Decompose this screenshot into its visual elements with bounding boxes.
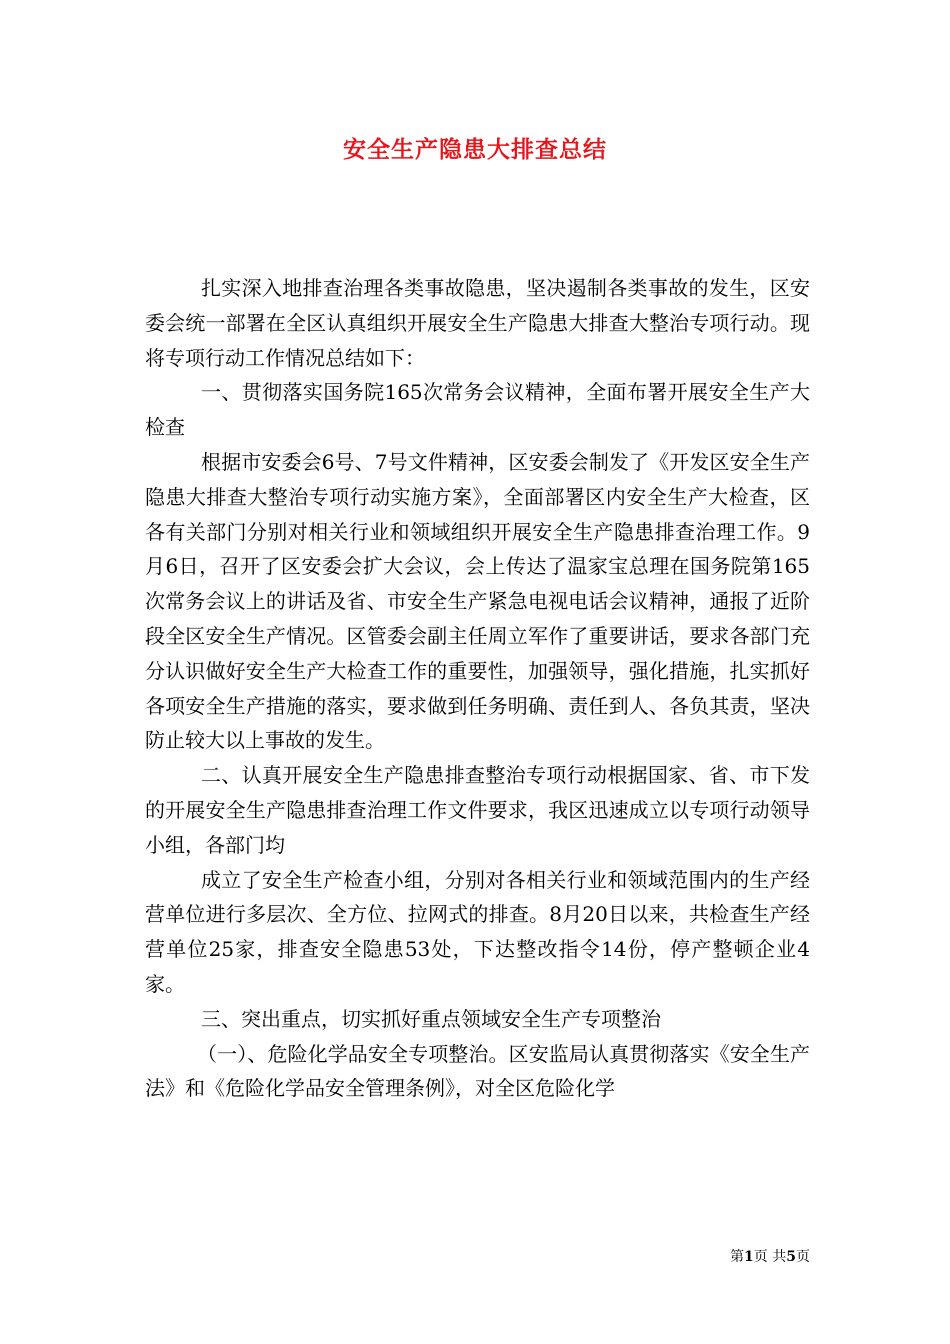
- page-number-footer: [690, 1247, 810, 1267]
- footer-prefix: 第: [730, 1249, 745, 1265]
- paragraph-section-1: 根据市安委会6号、7号文件精神，区安委会制发了《开发区安全生产隐患大排查大整治专项行动实施方案》，全面部署区内安全生产大检查，区各有关部门分别对相关行业和领域组织开展安全生产隐患排查治理工作。9月6日，召开了区安委会扩大会议，会上传达了温家宝总理在国务院第165次常务会议上的讲话及省、市安全生产紧急电视电话会议精神，通报了近阶段全区安全生产情况。区管委会副主任周立军作了重要讲话，要求各部门充分认识做好安全生产大检查工作的重要性，加强领导，强化措施，扎实抓好各项安全生产措施的落实，要求做到任务明确、责任到人、各负其责，坚决防止较大以上事故的发生。: [145, 449, 810, 753]
- paragraph-intro: 扎实深入地排查治理各类事故隐患，坚决遏制各类事故的发生，区安委会统一部署在全区认真组织开展安全生产隐患大排查大整治专项行动。现将专项行动工作情况总结如下：: [145, 276, 810, 370]
- paragraph-heading-1: 一、贯彻落实国务院165次常务会议精神，全面布署开展安全生产大检查: [145, 380, 810, 440]
- footer-middle: 页 共: [753, 1249, 787, 1265]
- footer-suffix: 页: [796, 1249, 810, 1265]
- paragraph-heading-2: 二、认真开展安全生产隐患排查整治专项行动根据国家、省、市下发的开展安全生产隐患排查治理工作文件要求，我区迅速成立以专项行动领导小组，各部门均: [145, 763, 810, 857]
- document-title: 安全生产隐患大排查总结: [343, 136, 607, 163]
- paragraph-heading-3: 三、突出重点，切实抓好重点领域安全生产专项整治: [201, 1006, 661, 1031]
- document-body: [145, 271, 810, 1106]
- paragraph-section-2: 成立了安全生产检查小组，分别对各相关行业和领域范围内的生产经营单位进行多层次、全方位、拉网式的排查。8月20日以来，共检查生产经营单位25家，排查安全隐患53处，下达整改指令14份，停产整顿企业4家。: [145, 867, 810, 996]
- paragraph-subsection-1: （一）、危险化学品安全专项整治。区安监局认真贯彻落实《安全生产法》和《危险化学品安全管理条例》，对全区危险化学: [145, 1041, 810, 1101]
- footer-current-page: 1: [744, 1249, 754, 1265]
- footer-total-pages: 5: [786, 1249, 796, 1265]
